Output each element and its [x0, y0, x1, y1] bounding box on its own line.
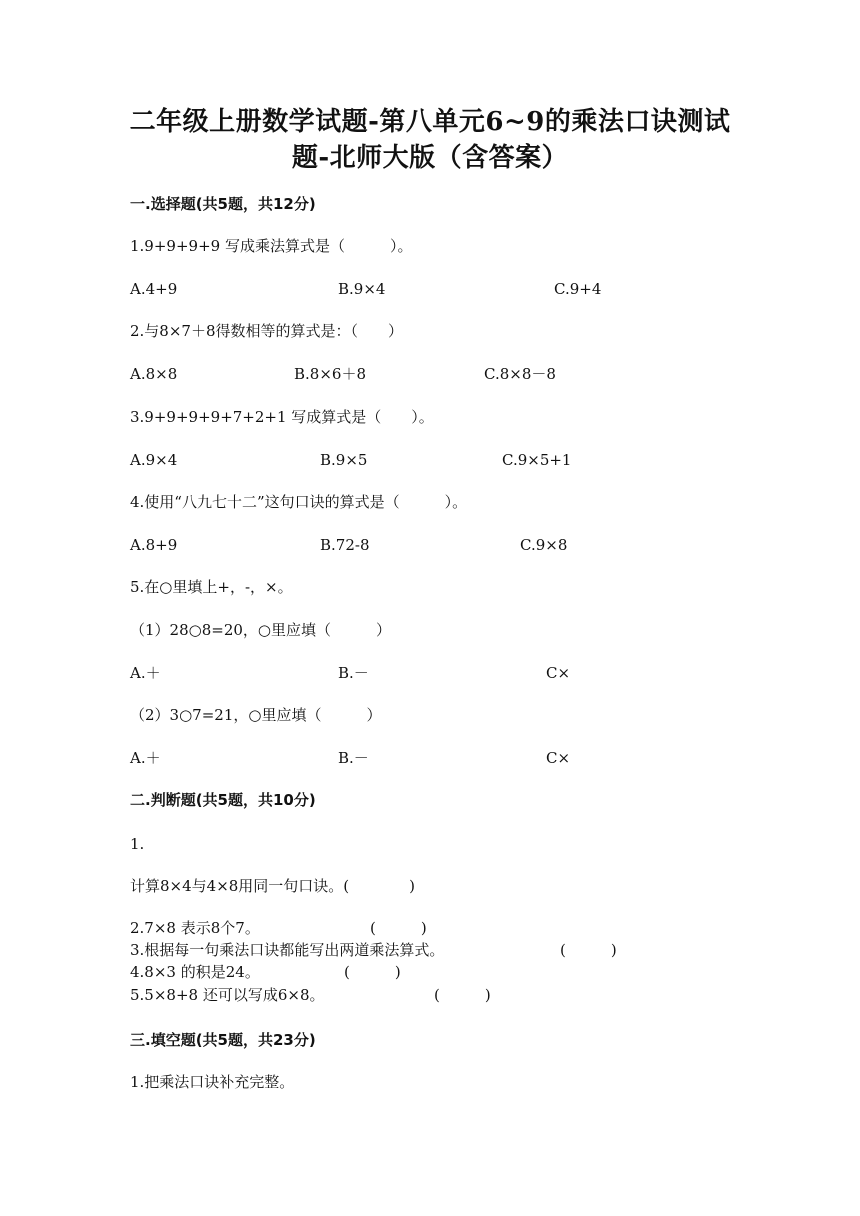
choice-q5-sub2-option-b: B.－: [338, 749, 369, 767]
judge-q5-answer-paren: ( ): [434, 986, 491, 1004]
fill-q1-text: 1.把乘法口诀补充完整。: [130, 1073, 295, 1091]
choice-q5-sub2-text: （2）3○7=21，○里应填（ ）: [130, 706, 382, 724]
judge-q3-text: 3.根据每一句乘法口诀都能写出两道乘法算式。: [130, 941, 445, 959]
choice-q5-sub2-option-c: C×: [546, 749, 571, 767]
choice-q4-option-a: A.8+9: [130, 536, 178, 554]
choice-q5-text: 5.在○里填上+，-，×。: [130, 578, 293, 596]
choice-q1-option-b: B.9×4: [338, 280, 386, 298]
choice-q3-option-b: B.9×5: [320, 451, 368, 469]
choice-q3-text: 3.9+9+9+9+7+2+1 写成算式是（ ）。: [130, 408, 434, 426]
choice-q3-option-c: C.9×5+1: [502, 451, 572, 469]
choice-q5-sub1-option-c: C×: [546, 664, 571, 682]
judge-q4-text: 4.8×3 的积是24。: [130, 963, 260, 981]
section-heading-judge: 二.判断题(共5题，共10分): [130, 791, 316, 809]
choice-q4-text: 4.使用“八九七十二”这句口诀的算式是（ ）。: [130, 493, 468, 511]
judge-q1-text: 计算8×4与4×8用同一句口诀。( ): [130, 877, 416, 895]
choice-q4-option-b: B.72-8: [320, 536, 370, 554]
choice-q3-option-a: A.9×4: [130, 451, 178, 469]
judge-q5-text: 5.5×8+8 还可以写成6×8。: [130, 986, 325, 1004]
choice-q1-option-c: C.9+4: [554, 280, 602, 298]
choice-q2-option-a: A.8×8: [130, 365, 178, 383]
judge-q3-answer-paren: ( ): [560, 941, 617, 959]
choice-q4-option-c: C.9×8: [520, 536, 568, 554]
choice-q2-text: 2.与8×7＋8得数相等的算式是：（ ）: [130, 322, 404, 340]
choice-q1-text: 1.9+9+9+9 写成乘法算式是（ ）。: [130, 237, 413, 255]
section-heading-choice: 一.选择题(共5题，共12分): [130, 195, 316, 213]
choice-q5-sub1-option-b: B.－: [338, 664, 369, 682]
choice-q2-option-c: C.8×8－8: [484, 365, 556, 383]
judge-q2-answer-paren: ( ): [370, 919, 427, 937]
judge-q1-number: 1.: [130, 835, 145, 853]
choice-q5-sub1-text: （1）28○8=20，○里应填（ ）: [130, 621, 392, 639]
title-line-1: 二年级上册数学试题-第八单元6~9的乘法口诀测试: [129, 107, 731, 137]
choice-q5-sub1-option-a: A.＋: [130, 664, 161, 682]
choice-q5-sub2-option-a: A.＋: [130, 749, 161, 767]
choice-q2-option-b: B.8×6＋8: [294, 365, 366, 383]
choice-q1-option-a: A.4+9: [130, 280, 178, 298]
judge-q4-answer-paren: ( ): [344, 963, 401, 981]
page-title: [100, 104, 760, 176]
section-heading-fill: 三.填空题(共5题，共23分): [130, 1031, 316, 1049]
title-line-2: 题-北师大版（含答案）: [291, 143, 569, 173]
judge-q2-text: 2.7×8 表示8个7。: [130, 919, 260, 937]
